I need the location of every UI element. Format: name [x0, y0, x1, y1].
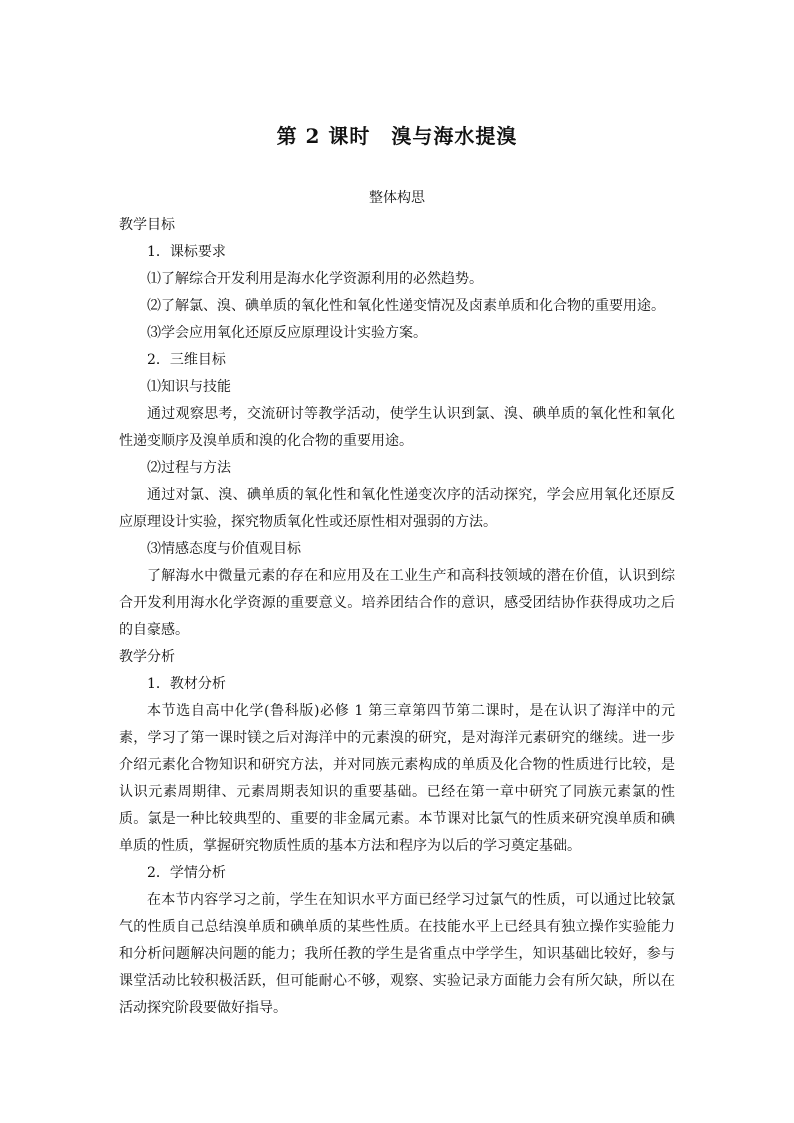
goal-process-text: 通过对氯、溴、碘单质的氧化性和氧化性递变次序的活动探究，学会应用氧化还原反应原理设计实验，探究物质氧化性或还原性相对强弱的方法。	[119, 487, 675, 530]
subheading-textbook: 1．教材分析	[147, 676, 226, 692]
section-heading-analysis: 教学分析	[119, 649, 175, 665]
textbook-analysis-text: 本节选自高中化学(鲁科版)必修 1 第三章第四节第二课时，是在认识了海洋中的元素，学习了第一课时镁之后对海洋中的元素溴的研究，是对海洋元素研究的继续。进一步介绍元素化合物知识和研究方法，并对同族元素构成的单质及化合物的性质进行比较，是认识元素周期律、元素周期表知识的重要基础。已经在第一章中研究了同族元素氯的性质。氯是一种比较典型的、重要的非金属元素。本节课对比氯气的性质来研究溴单质和碘单质的性质，掌握研究物质性质的基本方法和程序为以后的学习奠定基础。	[119, 703, 675, 854]
subheading-students: 2．学情分析	[147, 865, 226, 881]
overview-heading: 整体构思	[369, 190, 425, 206]
section-heading-objectives: 教学目标	[119, 217, 175, 233]
goal-process-heading: ⑵过程与方法	[147, 460, 231, 476]
curriculum-item-2: ⑵了解氯、溴、碘单质的氧化性和氧化性递变情况及卤素单质和化合物的重要用途。	[147, 298, 665, 314]
subheading-three-dim: 2．三维目标	[147, 352, 226, 368]
curriculum-item-3: ⑶学会应用氧化还原反应原理设计实验方案。	[147, 325, 427, 341]
page-title: 第 2 课时 溴与海水提溴	[276, 124, 518, 148]
student-analysis-text: 在本节内容学习之前，学生在知识水平方面已经学习过氯气的性质，可以通过比较氯气的性质自己总结溴单质和碘单质的某些性质。在技能水平上已经具有独立操作实验能力和分析问题解决问题的能力；我所任教的学生是省重点中学学生，知识基础比较好，参与课堂活动比较积极活跃，但可能耐心不够，观察、实验记录方面能力会有所欠缺，所以在活动探究阶段要做好指导。	[119, 892, 675, 1016]
document-body	[119, 185, 675, 1022]
goal-emotion-heading: ⑶情感态度与价值观目标	[147, 541, 301, 557]
goal-knowledge-heading: ⑴知识与技能	[147, 379, 231, 395]
curriculum-item-1: ⑴了解综合开发利用是海水化学资源利用的必然趋势。	[147, 271, 483, 287]
goal-emotion-text: 了解海水中微量元素的存在和应用及在工业生产和高科技领域的潜在价值，认识到综合开发利用海水化学资源的重要意义。培养团结合作的意识，感受团结协作获得成功之后的自豪感。	[119, 568, 675, 638]
goal-knowledge-text: 通过观察思考，交流研讨等教学活动，使学生认识到氯、溴、碘单质的氧化性和氧化性递变顺序及溴单质和溴的化合物的重要用途。	[119, 406, 675, 449]
subheading-curriculum: 1．课标要求	[147, 244, 226, 260]
